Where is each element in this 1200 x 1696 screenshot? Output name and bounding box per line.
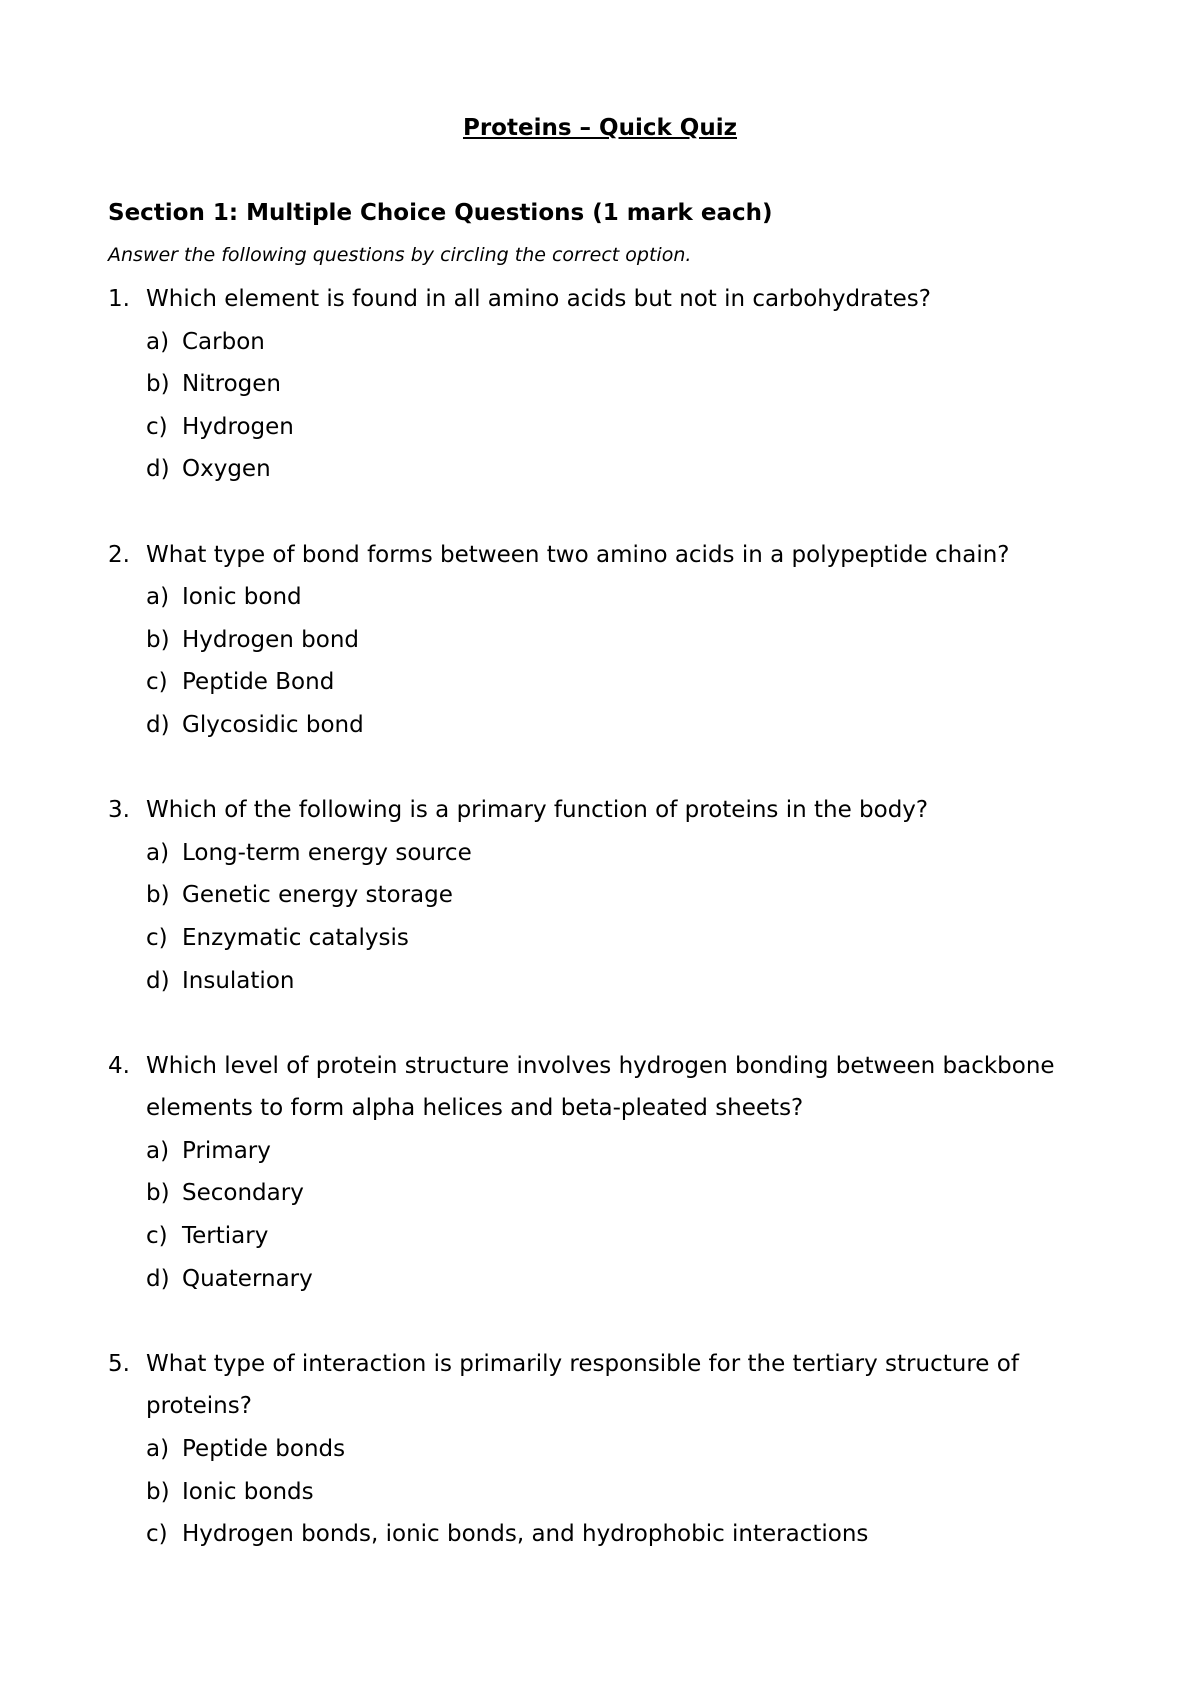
question-row xyxy=(108,278,1108,321)
option-text: Insulation xyxy=(182,967,295,994)
option-text: Secondary xyxy=(182,1180,304,1207)
option-text: Primary xyxy=(182,1137,271,1164)
option-text: Glycosidic bond xyxy=(182,711,364,738)
option-letter: d) xyxy=(146,456,170,483)
option-list xyxy=(108,321,1108,491)
section-heading: Section 1: Multiple Choice Questions (1 mark each) xyxy=(108,200,773,226)
question-number: 5. xyxy=(108,1350,130,1377)
question-4 xyxy=(108,1045,1108,1301)
option-letter: c) xyxy=(146,1223,168,1250)
option-text: Tertiary xyxy=(182,1223,269,1250)
option-item[interactable] xyxy=(146,661,1108,704)
option-letter: b) xyxy=(146,882,170,909)
option-letter: b) xyxy=(146,371,170,398)
question-1 xyxy=(108,278,1108,491)
option-text: Peptide Bond xyxy=(182,669,335,696)
option-text: Ionic bond xyxy=(182,584,302,611)
option-letter: a) xyxy=(146,1137,170,1164)
question-row xyxy=(108,534,1108,577)
question-list xyxy=(108,278,1108,1598)
question-2 xyxy=(108,534,1108,747)
question-row xyxy=(108,1045,1108,1130)
option-letter: c) xyxy=(146,1521,168,1548)
option-text: Peptide bonds xyxy=(182,1436,346,1463)
option-text: Carbon xyxy=(182,328,265,355)
option-list xyxy=(108,1130,1108,1300)
option-item[interactable] xyxy=(146,619,1108,662)
option-letter: a) xyxy=(146,1436,170,1463)
option-letter: b) xyxy=(146,1180,170,1207)
option-letter: c) xyxy=(146,669,168,696)
question-text: What type of interaction is primarily responsible for the tertiary structure of proteins? xyxy=(146,1350,1019,1420)
question-row xyxy=(108,789,1108,832)
question-number: 4. xyxy=(108,1052,130,1079)
option-item[interactable] xyxy=(146,1471,1108,1514)
option-item[interactable] xyxy=(146,1215,1108,1258)
option-item[interactable] xyxy=(146,874,1108,917)
question-number: 2. xyxy=(108,541,130,568)
option-item[interactable] xyxy=(146,1130,1108,1173)
option-item[interactable] xyxy=(146,832,1108,875)
option-letter: a) xyxy=(146,584,170,611)
option-text: Enzymatic catalysis xyxy=(182,924,409,951)
option-letter: a) xyxy=(146,328,170,355)
option-letter: b) xyxy=(146,1478,170,1505)
option-item[interactable] xyxy=(146,406,1108,449)
question-3 xyxy=(108,789,1108,1002)
option-list xyxy=(108,576,1108,746)
question-row xyxy=(108,1343,1108,1428)
option-letter: a) xyxy=(146,839,170,866)
option-item[interactable] xyxy=(146,960,1108,1003)
question-number: 3. xyxy=(108,797,130,824)
question-text: What type of bond forms between two amino acids in a polypeptide chain? xyxy=(146,541,1010,568)
option-letter: b) xyxy=(146,626,170,653)
option-item[interactable] xyxy=(146,576,1108,619)
option-text: Ionic bonds xyxy=(182,1478,314,1505)
option-text: Nitrogen xyxy=(182,371,281,398)
option-item[interactable] xyxy=(146,704,1108,747)
option-item[interactable] xyxy=(146,917,1108,960)
option-item[interactable] xyxy=(146,1172,1108,1215)
option-text: Hydrogen bond xyxy=(182,626,360,653)
option-letter: d) xyxy=(146,711,170,738)
document-title: Proteins – Quick Quiz xyxy=(462,115,737,141)
option-letter: d) xyxy=(146,967,170,994)
option-letter: c) xyxy=(146,413,168,440)
option-item[interactable] xyxy=(146,321,1108,364)
option-item[interactable] xyxy=(146,1513,1108,1556)
option-text: Quaternary xyxy=(182,1265,313,1292)
option-item[interactable] xyxy=(146,1428,1108,1471)
option-letter: d) xyxy=(146,1265,170,1292)
option-item[interactable] xyxy=(146,448,1108,491)
option-list xyxy=(108,1428,1108,1556)
option-item[interactable] xyxy=(146,1258,1108,1301)
question-text: Which of the following is a primary function of proteins in the body? xyxy=(146,797,929,824)
instructions: Answer the following questions by circling the correct option. xyxy=(108,244,692,266)
question-5 xyxy=(108,1343,1108,1556)
option-text: Oxygen xyxy=(182,456,271,483)
option-text: Hydrogen xyxy=(182,413,294,440)
option-text: Genetic energy storage xyxy=(182,882,453,909)
question-number: 1. xyxy=(108,286,130,312)
question-text: Which element is found in all amino acids but not in carbohydrates? xyxy=(146,286,931,312)
option-list xyxy=(108,832,1108,1002)
option-letter: c) xyxy=(146,924,168,951)
option-text: Long-term energy source xyxy=(182,839,472,866)
question-text: Which level of protein structure involves hydrogen bonding between backbone elements to form alpha helices and beta-pleated sheets? xyxy=(146,1052,1055,1122)
option-text: Hydrogen bonds, ionic bonds, and hydrophobic interactions xyxy=(182,1521,869,1548)
option-item[interactable] xyxy=(146,363,1108,406)
